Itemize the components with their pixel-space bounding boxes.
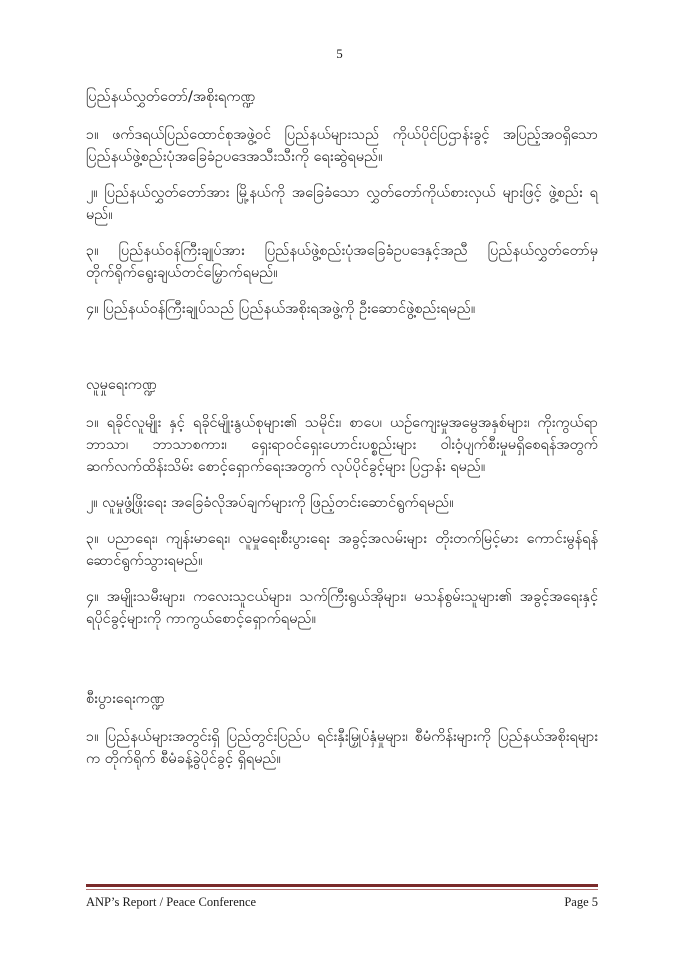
footer-title: ANP’s Report / Peace Conference	[86, 895, 257, 909]
paragraph: ၄။ ပြည်နယ်ဝန်ကြီးချုပ်သည် ပြည်နယ်အစိုးရအဖွဲ့ကို ဦးဆောင်ဖွဲ့စည်းရမည်။	[86, 301, 476, 317]
footer-page-number: Page 5	[564, 895, 598, 909]
section-heading: ပြည်နယ်လွှတ်တော်/အစိုးရကဏ္ဍ	[86, 89, 256, 105]
section-state-legislature	[86, 86, 598, 320]
paragraph: ၁။ ပြည်နယ်များအတွင်းရှိ ပြည်တွင်းပြည်ပ ရင်းနှီးမြှုပ်နှံမှုများ၊ စီမံကိန်းများကို ပြည်နယ်အစိုးရများက တိုက်ရိုက် စီမံခန့်ခွဲပိုင်ခွင့် ရှိရမည်။	[86, 729, 598, 767]
paragraph: ၁။ ဖက်ဒရယ်ပြည်ထောင်စုအဖွဲ့ဝင် ပြည်နယ်များသည် ကိုယ်ပိုင်ပြဌာန်းခွင့် အပြည့်အဝရှိသော ပြည်နယ်ဖွဲ့စည်းပုံအခြေခံဥပဒေအသီးသီးကို ရေးဆွဲရမည်။	[86, 127, 598, 165]
paragraph: ၃။ ပြည်နယ်ဝန်ကြီးချုပ်အား ပြည်နယ်ဖွဲ့စည်းပုံအခြေခံဥပဒေနှင့်အညီ ပြည်နယ်လွှတ်တော်မှ တိုက်ရိုက်ရွေးချယ်တင်မြှောက်ရမည်။	[86, 243, 598, 281]
page-number-top: 5	[336, 46, 343, 61]
section-heading: စီးပွားရေးကဏ္ဍ	[86, 691, 165, 707]
section-economic	[86, 688, 598, 770]
section-social	[86, 374, 598, 630]
section-heading: လူမှုရေးကဏ္ဍ	[86, 377, 157, 393]
footer-rule	[86, 884, 598, 887]
paragraph: ၃။ ပညာရေး၊ ကျန်းမာရေး၊ လူမှုရေးစီးပွားရေး အခွင့်အလမ်းများ တိုးတက်မြင့်မား ကောင်းမွန်ရန် ဆောင်ရွက်သွားရမည်။	[86, 531, 598, 569]
paragraph: ၄။ အမျိုးသမီးများ၊ ကလေးသူငယ်များ၊ သက်ကြီးရွယ်အိုများ၊ မသန်စွမ်းသူများ၏ အခွင့်အရေးနှင့် ရပိုင်ခွင့်များကို ကာကွယ်စောင့်ရှောက်ရမည်။	[86, 589, 598, 627]
document-body	[86, 86, 598, 784]
paragraph: ၂။ လူမှုဖွံ့ဖြိုးရေး အခြေခံလိုအပ်ချက်များကို ဖြည့်တင်းဆောင်ရွက်ရမည်။	[86, 495, 454, 511]
paragraph: ၁။ ရခိုင်လူမျိုး နှင့် ရခိုင်မျိုးနွယ်စုများ၏ သမိုင်း၊ စာပေ၊ ယဉ်ကျေးမှုအမွေအနှစ်များ၊ ကိုးကွယ်ရာ ဘာသာ၊ ဘာသာစကား၊ ရှေးရာဝင်ရှေးဟောင်းပစ္စည်းများ ဝါးဝံ့ပျက်စီးမှုမရှိစေရန်အတွက် ဆက်လက်ထိန်းသိမ်း စောင့်ရှောက်ရေးအတွက် လုပ်ပိုင်ခွင့်များ ပြဌာန်း ရမည်။	[86, 415, 598, 475]
paragraph: ၂။ ပြည်နယ်လွှတ်တော်အား မြို့နယ်ကို အခြေခံသော လွှတ်တော်ကိုယ်စားလှယ် များဖြင့် ဖွဲ့စည်း ရမည်။	[86, 185, 598, 223]
footer-rule-thin	[86, 889, 598, 890]
